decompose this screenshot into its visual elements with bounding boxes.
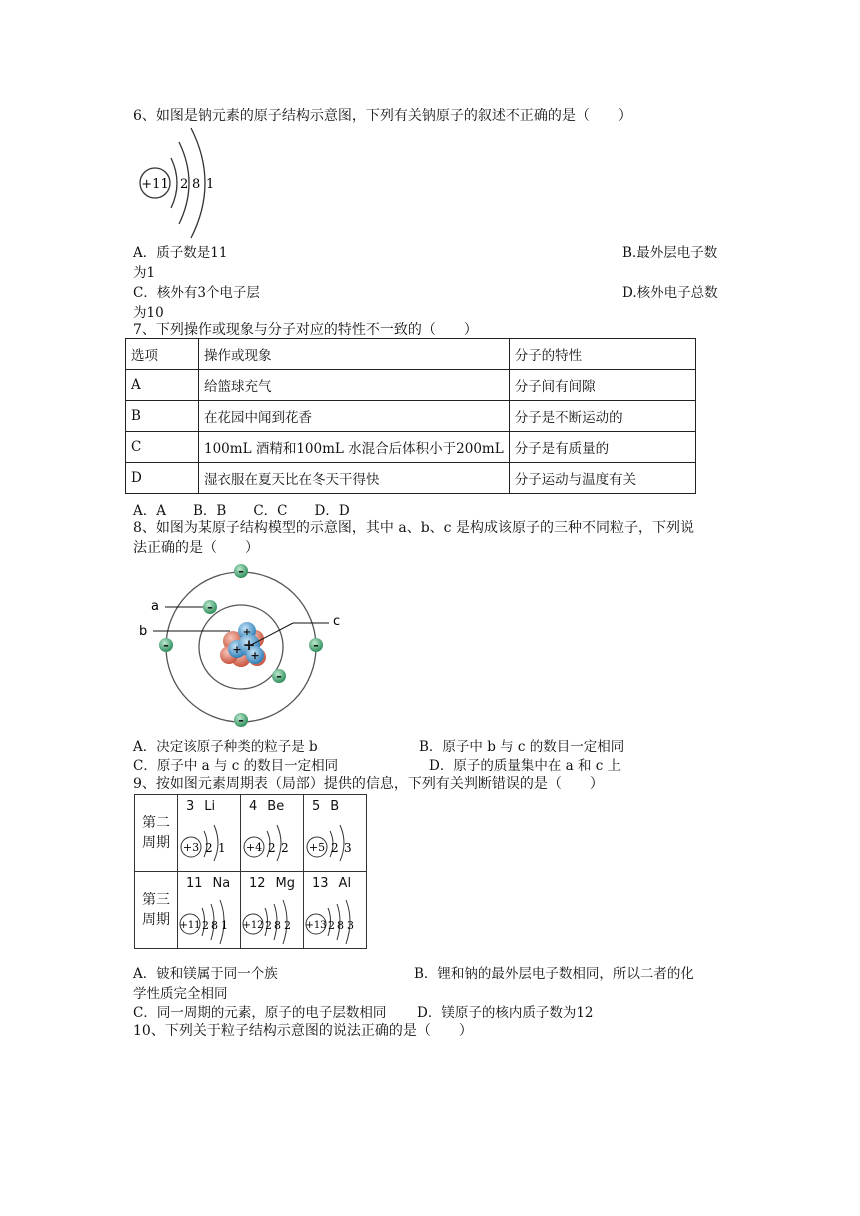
q9-option-b-cont: 学性质完全相同	[133, 986, 228, 1002]
q7-options[interactable]: A．A B．B C．C D．D	[133, 503, 350, 519]
table-row	[126, 401, 696, 432]
period-label-bottom: 周期	[142, 835, 170, 851]
table-row	[126, 463, 696, 494]
table-row	[126, 432, 696, 463]
q8-stem-line2: 法正确的是（ ）	[133, 540, 259, 556]
svg-text:2: 2	[202, 919, 209, 932]
q9-option-d[interactable]: D．镁原子的核内质子数为12	[417, 1005, 594, 1021]
svg-text:2: 2	[205, 841, 213, 855]
label-b: b	[139, 624, 148, 639]
period-label	[135, 795, 178, 872]
svg-text:+12: +12	[242, 920, 264, 931]
periodic-table-excerpt	[134, 794, 367, 949]
q9-option-b[interactable]: B．锂和钠的最外层电子数相同，所以二者的化	[414, 966, 694, 982]
shell-1-count: 2	[180, 177, 189, 192]
element-cell	[304, 872, 367, 949]
nucleus	[220, 622, 266, 667]
svg-text:–: –	[207, 601, 213, 614]
svg-text:1: 1	[218, 841, 226, 855]
svg-text:8: 8	[337, 919, 344, 932]
element-symbol: B	[330, 799, 340, 814]
q6-option-b-cont: 为1	[133, 265, 156, 281]
label-c: c	[333, 614, 341, 629]
q8-option-c[interactable]: C．原子中 a 与 c 的数目一定相同	[133, 758, 339, 774]
nucleus-label: +11	[141, 177, 169, 192]
period-label-top: 第三	[142, 892, 170, 908]
svg-text:8: 8	[211, 919, 218, 932]
q9-option-a[interactable]: A．铍和镁属于同一个族	[133, 966, 278, 982]
shell-2-count: 8	[192, 177, 201, 192]
q8-stem-line1: 8、如图为某原子结构模型的示意图，其中 a、b、c 是构成该原子的三种不同粒子，下列说	[133, 520, 694, 536]
svg-text:2: 2	[328, 919, 335, 932]
svg-text:–: –	[163, 639, 169, 652]
svg-text:–: –	[238, 714, 244, 727]
period-label	[135, 872, 178, 949]
svg-text:+: +	[250, 649, 260, 662]
q9-option-c[interactable]: C．同一周期的元素，原子的电子层数相同	[133, 1005, 387, 1021]
svg-text:1: 1	[221, 919, 228, 932]
svg-text:2: 2	[331, 841, 339, 855]
table-cell: C	[126, 432, 199, 463]
table-cell: A	[126, 370, 199, 401]
q8-option-d[interactable]: D．原子的质量集中在 a 和 c 上	[429, 758, 622, 774]
q6-stem: 6、如图是钠元素的原子结构示意图，下列有关钠原子的叙述不正确的是（ ）	[133, 108, 632, 124]
label-a: a	[151, 599, 159, 614]
element-number: 12	[249, 876, 266, 891]
svg-text:+5: +5	[308, 841, 326, 854]
element-symbol: Be	[267, 799, 285, 814]
q7-table	[125, 338, 696, 494]
q6-option-a[interactable]: A．质子数是11	[133, 245, 228, 261]
q6-option-c[interactable]: C．核外有3个电子层	[133, 285, 260, 301]
svg-text:3: 3	[344, 841, 352, 855]
element-number: 13	[312, 876, 329, 891]
element-number: 11	[186, 876, 203, 891]
period-row	[135, 872, 367, 949]
svg-text:+: +	[242, 627, 252, 638]
period-label-top: 第二	[142, 815, 170, 831]
element-number: 3	[186, 799, 195, 814]
period-row	[135, 795, 367, 872]
svg-text:2: 2	[265, 919, 272, 932]
element-number: 5	[312, 799, 321, 814]
element-symbol: Mg	[275, 876, 296, 891]
svg-text:3: 3	[347, 919, 354, 932]
table-header-cell: 选项	[126, 339, 199, 370]
table-cell: 分子运动与温度有关	[509, 463, 695, 494]
svg-text:2: 2	[281, 841, 289, 855]
element-cell	[241, 872, 304, 949]
svg-text:–: –	[276, 670, 282, 683]
table-cell: 分子间有间隙	[509, 370, 695, 401]
table-cell: 给篮球充气	[199, 370, 510, 401]
element-symbol: Al	[338, 876, 352, 891]
q8-option-a[interactable]: A．决定该原子种类的粒子是 b	[133, 739, 318, 755]
sodium-atom-diagram	[135, 122, 220, 240]
q6-option-d-cont: 为10	[133, 305, 164, 321]
table-cell: 100mL 酒精和100mL 水混合后体积小于200mL	[199, 432, 510, 463]
q9-stem: 9、按如图元素周期表（局部）提供的信息，下列有关判断错误的是（ ）	[133, 776, 604, 792]
table-cell: B	[126, 401, 199, 432]
element-cell	[241, 795, 304, 872]
svg-text:+: +	[242, 636, 256, 654]
atom-model-diagram	[133, 557, 353, 732]
svg-text:+13: +13	[305, 920, 327, 931]
table-cell: 湿衣服在夏天比在冬天干得快	[199, 463, 510, 494]
q8-option-b[interactable]: B．原子中 b 与 c 的数目一定相同	[419, 739, 625, 755]
element-cell	[178, 795, 241, 872]
svg-text:2: 2	[284, 919, 291, 932]
svg-text:2: 2	[268, 841, 276, 855]
svg-text:+: +	[232, 643, 242, 656]
q6-option-d[interactable]: D.核外电子总数	[622, 285, 718, 301]
svg-text:–: –	[313, 639, 319, 652]
table-cell: 在花园中闻到花香	[199, 401, 510, 432]
q10-stem: 10、下列关于粒子结构示意图的说法正确的是（ ）	[133, 1023, 473, 1039]
element-symbol: Na	[212, 876, 231, 891]
element-number: 4	[249, 799, 258, 814]
table-header-cell: 操作或现象	[199, 339, 510, 370]
q6-option-b[interactable]: B.最外层电子数	[622, 245, 718, 261]
svg-text:+3: +3	[182, 841, 200, 854]
element-cell	[178, 872, 241, 949]
table-cell: 分子是不断运动的	[509, 401, 695, 432]
element-cell	[304, 795, 367, 872]
shell-3-count: 1	[206, 177, 215, 192]
period-label-bottom: 周期	[142, 912, 170, 928]
svg-text:+4: +4	[245, 841, 263, 854]
svg-text:–: –	[238, 565, 244, 578]
table-header-cell: 分子的特性	[509, 339, 695, 370]
table-cell: 分子是有质量的	[509, 432, 695, 463]
svg-text:+11: +11	[179, 920, 201, 931]
table-header-row	[126, 339, 696, 370]
element-symbol: Li	[204, 799, 216, 814]
q7-stem: 7、下列操作或现象与分子对应的特性不一致的（ ）	[133, 322, 478, 338]
table-cell: D	[126, 463, 199, 494]
table-row	[126, 370, 696, 401]
svg-text:8: 8	[274, 919, 281, 932]
